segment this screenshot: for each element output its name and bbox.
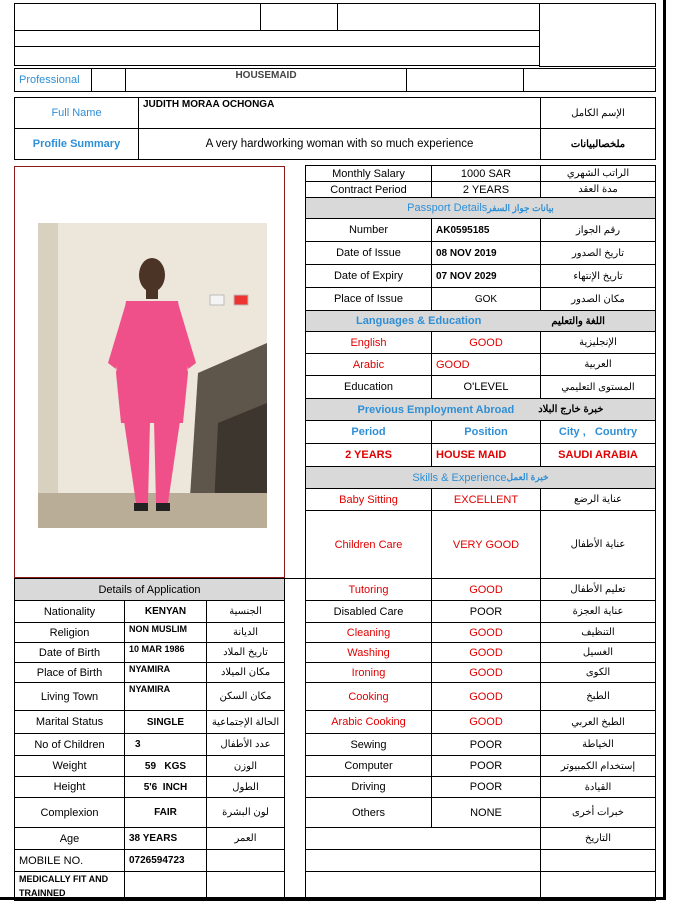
candidate-photo [38, 223, 267, 528]
passport-number-label: Number [305, 218, 432, 242]
passport-expiry-value: 07 NOV 2029 [431, 264, 541, 288]
mobile-value: 0726594723 [124, 849, 207, 872]
profile-summary-label: Profile Summary [14, 128, 139, 160]
education-value: O'LEVEL [431, 375, 541, 399]
languages-heading [305, 310, 656, 332]
header-blank-2 [260, 3, 338, 31]
employment-col-position: Position [431, 420, 541, 444]
skill-computer-value: POOR [431, 755, 541, 777]
skill-sewing-value: POOR [431, 733, 541, 756]
employment-country: SAUDI ARABIA [540, 443, 656, 467]
marital-status-ar: الحالة الإجتماعية [206, 710, 285, 734]
skill-others-label: Others [305, 797, 432, 828]
mobile-blank [206, 849, 285, 872]
passport-place-ar: مكان الصدور [540, 287, 656, 311]
skill-sewing-label: Sewing [305, 733, 432, 756]
skill-computer-label: Computer [305, 755, 432, 777]
passport-expiry-ar: تاريخ الإنتهاء [540, 264, 656, 288]
skill-arabic-cooking-value: GOOD [431, 710, 541, 734]
passport-heading-text: Passport Details [407, 202, 488, 214]
skill-children-care-ar: عناية الأطفال [540, 510, 656, 579]
weight-label: Weight [14, 755, 125, 777]
skill-driving-value: POOR [431, 776, 541, 798]
medical-blank-2 [206, 871, 285, 901]
children-value: 3 [124, 733, 207, 756]
height-ar: الطول [206, 776, 285, 798]
skill-baby-sitting-label: Baby Sitting [305, 488, 432, 511]
skill-date-ar: التاريخ [540, 827, 656, 850]
age-label: Age [14, 827, 125, 850]
skill-driving-ar: القيادة [540, 776, 656, 798]
profile-summary-value: A very hardworking woman with so much experience [138, 128, 541, 160]
english-value: GOOD [431, 331, 541, 354]
full-name-ar: الإسم الكامل [540, 97, 656, 129]
candidate-photo-illustration [38, 223, 267, 528]
nationality-label: Nationality [14, 600, 125, 623]
living-town-label: Living Town [14, 682, 125, 711]
complexion-label: Complexion [14, 797, 125, 828]
skill-ironing-ar: الكوى [540, 662, 656, 683]
profile-summary-ar: ملخصالبيانات [540, 128, 656, 160]
children-label: No of Children [14, 733, 125, 756]
skill-ironing-label: Ironing [305, 662, 432, 683]
skill-date-blank [305, 827, 541, 850]
professional-blank [91, 68, 126, 92]
mobile-label: MOBILE NO. [14, 849, 125, 872]
arabic-label: Arabic [305, 353, 432, 376]
skill-cleaning-value: GOOD [431, 622, 541, 643]
passport-number-ar: رقم الجواز [540, 218, 656, 242]
skill-baby-sitting-ar: عناية الرضع [540, 488, 656, 511]
position-title: HOUSEMAID [125, 68, 407, 92]
complexion-value: FAIR [124, 797, 207, 828]
employment-heading-text: Previous Employment Abroad [357, 403, 515, 416]
skill-others-value: NONE [431, 797, 541, 828]
passport-place-value: GOK [431, 287, 541, 311]
skill-cleaning-label: Cleaning [305, 622, 432, 643]
employment-heading-ar: خبرة خارج البلاد [538, 404, 604, 415]
skill-washing-label: Washing [305, 642, 432, 663]
english-label: English [305, 331, 432, 354]
religion-ar: الديانة [206, 622, 285, 643]
professional-blank-3 [523, 68, 656, 92]
arabic-ar: العربية [540, 353, 656, 376]
living-town-ar: مكان السكن [206, 682, 285, 711]
header-blank-1 [14, 3, 261, 31]
age-value: 38 YEARS [124, 827, 207, 850]
height-label: Height [14, 776, 125, 798]
dob-value: 10 MAR 1986 [124, 642, 207, 663]
skill-others-ar: خبرات أخرى [540, 797, 656, 828]
nationality-value: KENYAN [124, 600, 207, 623]
medical-label: MEDICALLY FIT AND TRAINNED [14, 871, 125, 901]
religion-value: NON MUSLIM [124, 622, 207, 643]
languages-heading-ar: اللغة والتعليم [551, 315, 605, 327]
passport-issue-value: 08 NOV 2019 [431, 241, 541, 265]
application-heading: Details of Application [14, 578, 285, 601]
contract-period-ar: مدة العقد [540, 181, 656, 198]
arabic-value: GOOD [431, 353, 541, 376]
skill-arabic-cooking-ar: الطبخ العربي [540, 710, 656, 734]
employment-heading [305, 398, 656, 421]
passport-issue-label: Date of Issue [305, 241, 432, 265]
nationality-ar: الجنسية [206, 600, 285, 623]
english-ar: الإنجليزية [540, 331, 656, 354]
header-blank-5 [14, 46, 540, 66]
passport-issue-ar: تاريخ الصدور [540, 241, 656, 265]
skills-heading-ar: خبرة العمل [506, 472, 549, 482]
skill-disabled-care-ar: عناية العجزة [540, 600, 656, 623]
pob-label: Place of Birth [14, 662, 125, 683]
skills-heading [305, 466, 656, 489]
employment-period: 2 YEARS [305, 443, 432, 467]
professional-label: Professional [14, 68, 92, 92]
dob-ar: تاريخ الملاد [206, 642, 285, 663]
children-ar: عدد الأطفال [206, 733, 285, 756]
header-blank-6 [539, 3, 656, 67]
marital-status-value: SINGLE [124, 710, 207, 734]
professional-blank-2 [406, 68, 524, 92]
skill-children-care-label: Children Care [305, 510, 432, 579]
skill-sewing-ar: الخياطة [540, 733, 656, 756]
skill-cooking-label: Cooking [305, 682, 432, 711]
monthly-salary-label: Monthly Salary [305, 165, 432, 182]
living-town-value: NYAMIRA [124, 682, 207, 711]
header-blank-4 [14, 30, 540, 47]
monthly-salary-value: 1000 SAR [431, 165, 541, 182]
skill-blank-row-2 [305, 871, 541, 901]
religion-label: Religion [14, 622, 125, 643]
height-value: 5'6 INCH [124, 776, 207, 798]
skill-blank-row-1b [540, 849, 656, 872]
skill-disabled-care-label: Disabled Care [305, 600, 432, 623]
skill-washing-value: GOOD [431, 642, 541, 663]
skill-tutoring-label: Tutoring [305, 578, 432, 601]
passport-number-value: AK0595185 [431, 218, 541, 242]
skill-computer-ar: إستخدام الكمبيوتر [540, 755, 656, 777]
skills-heading-text: Skills & Experience [412, 471, 507, 484]
passport-place-label: Place of Issue [305, 287, 432, 311]
passport-heading [305, 197, 656, 219]
skill-cooking-ar: الطبخ [540, 682, 656, 711]
marital-status-label: Marital Status [14, 710, 125, 734]
passport-expiry-label: Date of Expiry [305, 264, 432, 288]
skill-baby-sitting-value: EXCELLENT [431, 488, 541, 511]
contract-period-value: 2 YEARS [431, 181, 541, 198]
passport-heading-ar: بيانات جواز السفر [487, 202, 554, 213]
monthly-salary-ar: الراتب الشهري [540, 165, 656, 182]
gap-column [284, 578, 306, 901]
skill-washing-ar: الغسيل [540, 642, 656, 663]
skill-blank-row-1 [305, 849, 541, 872]
skill-disabled-care-value: POOR [431, 600, 541, 623]
pob-ar: مكان الميلاد [206, 662, 285, 683]
skill-arabic-cooking-label: Arabic Cooking [305, 710, 432, 734]
skill-tutoring-value: GOOD [431, 578, 541, 601]
employment-position: HOUSE MAID [431, 443, 541, 467]
education-label: Education [305, 375, 432, 399]
skill-ironing-value: GOOD [431, 662, 541, 683]
full-name-label: Full Name [14, 97, 139, 129]
skill-driving-label: Driving [305, 776, 432, 798]
weight-ar: الوزن [206, 755, 285, 777]
dob-label: Date of Birth [14, 642, 125, 663]
skill-cooking-value: GOOD [431, 682, 541, 711]
pob-value: NYAMIRA [124, 662, 207, 683]
complexion-ar: لون البشرة [206, 797, 285, 828]
skill-tutoring-ar: تعليم الأطفال [540, 578, 656, 601]
skill-cleaning-ar: التنظيف [540, 622, 656, 643]
employment-col-country: City , Country [540, 420, 656, 444]
employment-col-period: Period [305, 420, 432, 444]
contract-period-label: Contract Period [305, 181, 432, 198]
medical-blank-1 [124, 871, 207, 901]
age-ar: العمر [206, 827, 285, 850]
header-blank-3 [337, 3, 540, 31]
weight-value: 59 KGS [124, 755, 207, 777]
full-name-value: JUDITH MORAA OCHONGA [138, 97, 541, 129]
languages-heading-text: Languages & Education [356, 315, 482, 327]
skill-blank-row-2b [540, 871, 656, 901]
skill-children-care-value: VERY GOOD [431, 510, 541, 579]
education-ar: المستوى التعليمي [540, 375, 656, 399]
